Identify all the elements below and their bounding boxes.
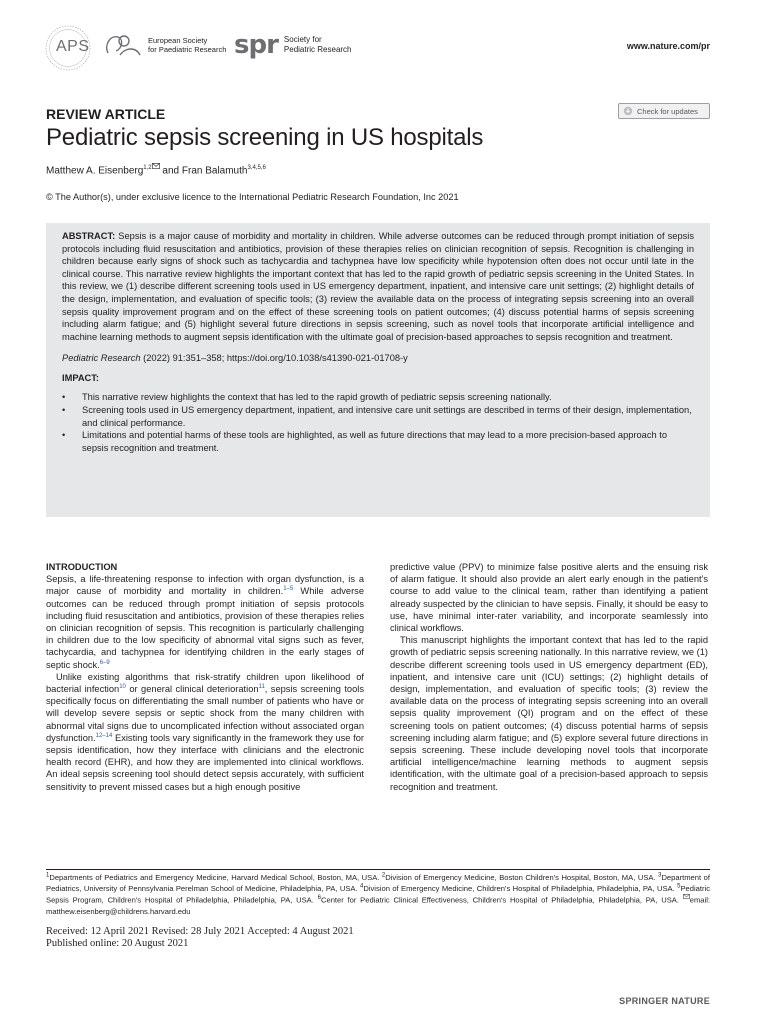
abstract-label: ABSTRACT: <box>62 231 116 241</box>
spr-name-line2: Pediatric Research <box>283 45 352 54</box>
check-updates-icon <box>623 106 633 116</box>
affiliation-number: 2 <box>381 872 386 879</box>
esp-name <box>148 36 226 54</box>
reference-link[interactable]: 6–9 <box>99 659 110 666</box>
citation-journal: Pediatric Research <box>62 353 141 364</box>
received-revised-accepted: Received: 12 April 2021 Revised: 28 July 2021 Accepted: 4 August 2021 <box>46 926 354 937</box>
body-paragraph: predictive value (PPV) to minimize false positive alerts and the ensuing risk of alarm fatigue. It should also provide an alert early enough in the patient's course to add value to the clinical team, rather than identifying a patient already suspected by the clinician to have sepsis. Finally, it should be easy to use, have minimal inter-rater variability, and incorporate seamlessly into clinical workflows. <box>390 562 708 634</box>
citation-details[interactable]: (2022) 91:351–358; https://doi.org/10.1038/s41390-021-01708-y <box>140 353 408 364</box>
spr-logo <box>234 30 352 60</box>
affiliation-text: Pediatric Sepsis Program, Children's Hospital of Philadelphia, Philadelphia, PA, USA. <box>46 884 710 905</box>
impact-item <box>62 429 694 454</box>
body-text: Unlike existing algorithms that risk-stratify children upon likelihood of bacterial infection <box>46 671 364 695</box>
published-online: Published online: 20 August 2021 <box>46 938 189 949</box>
body-text: , sepsis screening tools specifically focus on differentiating the small number of patients who have or will develop severe sepsis or septic shock from the many children with abnormal vital signs due to uncomplicated infection without associated organ dysfunction. <box>46 684 364 743</box>
bullet-icon: • <box>62 430 66 441</box>
article-title: Pediatric sepsis screening in US hospitals <box>46 124 484 151</box>
impact-item-text: Limitations and potential harms of these tools are highlighted, as well as future directions that may lead to a more precision-based approach to sepsis recognition and treatment. <box>82 430 668 453</box>
impact-heading: IMPACT: <box>62 373 100 384</box>
section-heading-introduction: INTRODUCTION <box>46 562 118 572</box>
impact-item-text: This narrative review highlights the context that has led to the rapid growth of pediatric sepsis screening nationally. <box>82 392 552 403</box>
copyright-notice: © The Author(s), under exclusive licence to the International Pediatric Research Foundation, Inc 2021 <box>46 192 459 202</box>
body-paragraph <box>46 671 364 793</box>
body-column-right <box>390 561 708 793</box>
reference-link[interactable]: 1–5 <box>283 586 294 593</box>
journal-url-link[interactable]: www.nature.com/pr <box>626 41 710 51</box>
citation <box>62 353 694 363</box>
body-text: While adverse outcomes can be reduced through prompt initiation of sepsis protocols including fluid resuscitation and antibiotics, provision of these therapies relies on clinician recognition of sepsis. This recognition is particularly challenging in children due to the low specificity of abnormal vital signs such as fever, tachycardia, and tachypnea for identifying children in the early stages of septic shock. <box>46 586 364 670</box>
affiliation-text: Division of Emergency Medicine, Children's Hospital of Philadelphia, Philadelphia, PA, USA. <box>363 884 678 894</box>
abstract-box <box>46 223 710 517</box>
bullet-icon: • <box>62 392 66 403</box>
impact-item <box>62 404 694 429</box>
aps-logo-text: APS <box>56 38 90 55</box>
esp-name-line2: for Paediatric Research <box>148 45 227 54</box>
affiliation-number: 6 <box>317 895 321 902</box>
esp-logo <box>102 30 226 60</box>
body-column-left <box>46 561 364 793</box>
affiliation-number: 5 <box>677 883 681 890</box>
author-affiliation: 1,2 <box>143 165 152 171</box>
body-paragraph <box>46 573 364 671</box>
spr-mark: spr <box>234 30 278 60</box>
email-icon <box>683 894 690 899</box>
author-list <box>46 163 266 176</box>
check-for-updates-button[interactable] <box>618 103 710 119</box>
affiliation-number: 3 <box>658 872 662 879</box>
affiliations-footnote <box>46 872 710 917</box>
affiliation-text: Department of Pediatrics, University of Pennsylvania Perelman School of Medicine, Philadelphia, PA, USA. <box>46 873 710 894</box>
reference-link[interactable]: 12–14 <box>95 732 113 739</box>
spr-name <box>284 35 352 55</box>
author-joiner: and <box>159 165 182 177</box>
esp-name-line1: European Society <box>148 36 208 45</box>
impact-item <box>62 391 694 404</box>
author-name[interactable]: Matthew A. Eisenberg <box>46 165 144 177</box>
affiliation-number: 4 <box>360 883 364 890</box>
reference-link[interactable]: 11 <box>258 683 265 690</box>
impact-list <box>62 391 694 454</box>
abstract-text: Sepsis is a major cause of morbidity and mortality in children. While adverse outcomes can be reduced through prompt initiation of sepsis protocols including fluid resuscitation and antibiotics, provision of these therapies relies on clinician recognition of sepsis. Recognition is challenging in children because early signs of shock such as tachycardia and tachypnea have low specificity while hypotension often does not occur until late in the clinical course. This narrative review highlights the important context that has led to the rapid growth of pediatric sepsis screening in the United States. In this review, we (1) describe different screening tools used in US emergency department, inpatient, and intensive care unit settings; (2) highlight details of the design, implementation, and evaluation of specific tools; (3) review the available data on the process of integrating sepsis screening into an overall sepsis quality improvement program and on the effect of these screening tools on patient outcomes; (4) discuss potential harms of sepsis screening including alarm fatigue; and (5) highlight several future directions in sepsis screening, such as novel tools that incorporate artificial intelligence and machine learning methods to augment sepsis identification with the ultimate goal of precision-based approaches to sepsis recognition and treatment. <box>62 231 694 342</box>
aps-logo <box>44 24 92 72</box>
body-text: Sepsis, a life-threatening response to infection with organ dysfunction, is a major cause of morbidity and mortality in children. <box>46 574 364 597</box>
corresponding-email-link[interactable]: email: matthew.eisenberg@childrens.harvard.edu <box>46 895 710 917</box>
footnote-divider <box>46 869 710 870</box>
author-affiliation: 3,4,5,6 <box>247 165 266 171</box>
spr-name-line1: Society for <box>283 35 322 44</box>
affiliation-text: Division of Emergency Medicine, Boston Children's Hospital, Boston, MA, USA. <box>385 873 659 882</box>
email-icon[interactable] <box>152 163 160 169</box>
bullet-icon: • <box>62 404 66 415</box>
affiliation-number: 1 <box>46 872 50 879</box>
abstract <box>62 230 694 343</box>
body-text: or general clinical deterioration <box>125 684 259 695</box>
esp-emblem-icon <box>102 31 142 59</box>
affiliation-text: Departments of Pediatrics and Emergency Medicine, Harvard Medical School, Boston, MA, USA. <box>49 873 382 882</box>
publisher-logo: SPRINGER NATURE <box>619 996 710 1006</box>
body-paragraph: This manuscript highlights the important context that has led to the rapid growth of pediatric sepsis screening nationally. In this narrative review, we (1) describe different screening tools used in US emergency department (ED), inpatient, and intensive care unit (ICU) settings; (2) highlight details of design, implementation, and evaluation of specific tools; (3) review the available data on the process of integrating sepsis screening into an overall sepsis quality improvement (QI) program and on the effect of these screening tools on patient outcomes; (4) discuss potential harms of sepsis screening including alarm fatigue; and (5) explore several future directions in sepsis screening. These include developing novel tools that incorporate artificial intelligence/machine learning methods to augment sepsis identification, with the ultimate goal of a precision-based approach to sepsis recognition and treatment. <box>390 635 708 792</box>
body-text: Existing tools vary significantly in the framework they use for sepsis identification, how they interface with clinicians and the electronic health record (EHR), and how they are implemented into clinical workflows. An ideal sepsis screening tool should detect sepsis accurately, with sufficient sensitivity to prevent missed cases but a high enough positive <box>46 732 364 792</box>
author-name[interactable]: Fran Balamuth <box>181 165 248 177</box>
reference-link[interactable]: 10 <box>119 683 126 690</box>
impact-item-text: Screening tools used in US emergency department, inpatient, and intensive care unit settings are described in terms of their design, implementation, and clinical performance. <box>82 404 692 428</box>
article-type: REVIEW ARTICLE <box>46 106 166 122</box>
check-updates-label: Check for updates <box>637 106 698 116</box>
publication-dates <box>46 926 354 950</box>
affiliation-text: Center for Pediatric Clinical Effectiveness, Children's Hospital of Philadelphia, Philadelphia, PA, USA. <box>320 895 683 905</box>
